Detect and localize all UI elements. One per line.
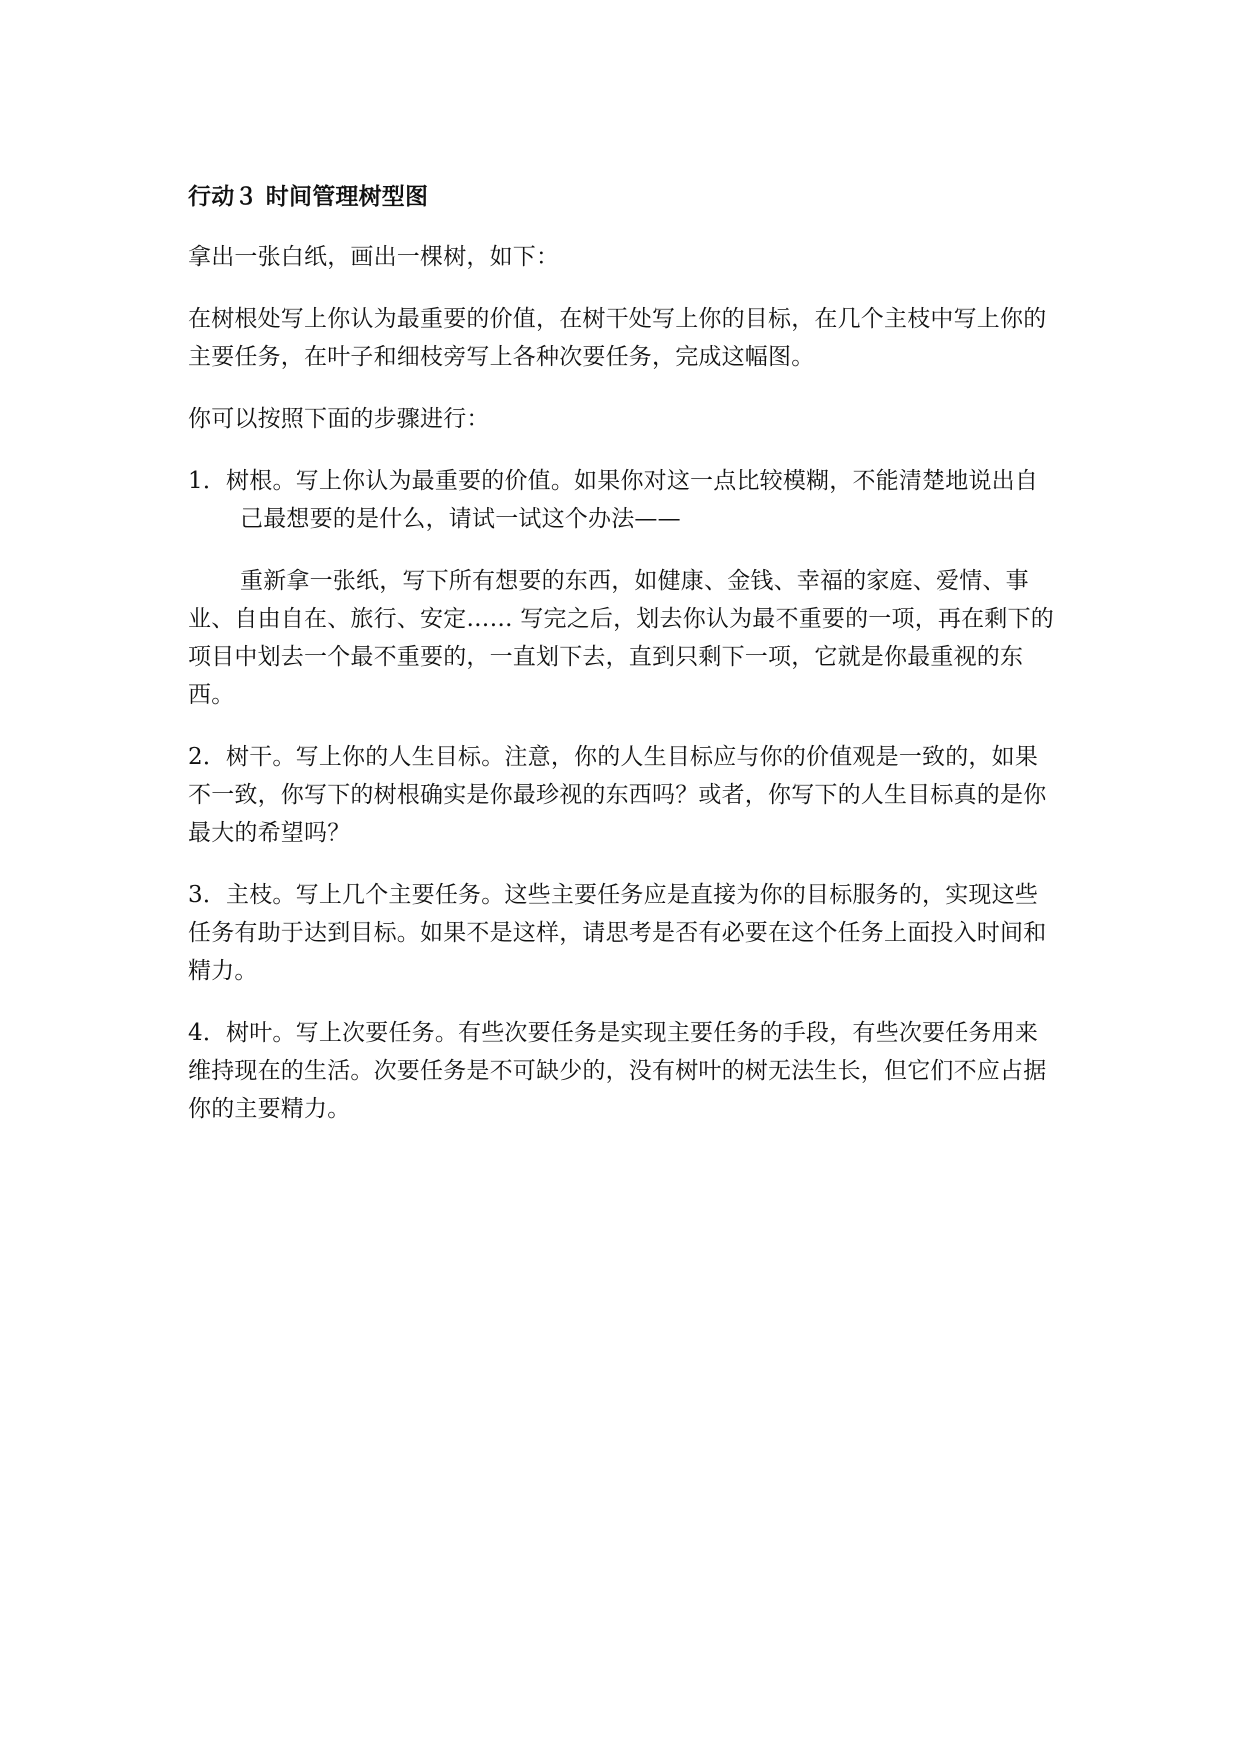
step-1-text: 树根。写上你认为最重要的价值。如果你对这一点比较模糊，不能清楚地说出自己最想要的是什么，请试一试这个办法—— [226,468,1039,532]
step-4-paragraph: 4．树叶。写上次要任务。有些次要任务是实现主要任务的手段，有些次要任务用来维持现在的生活。次要任务是不可缺少的，没有树叶的树无法生长，但它们不应占据你的主要精力。 [188,1020,1047,1122]
instruction-paragraph: 在树根处写上你认为最重要的价值，在树干处写上你的目标，在几个主枝中写上你的主要任务，在叶子和细枝旁写上各种次要任务，完成这幅图。 [188,306,1047,370]
document-body [188,178,1058,1152]
intro-paragraph: 拿出一张白纸，画出一棵树，如下： [188,244,560,270]
step-3-paragraph: 3．主枝。写上几个主要任务。这些主要任务应是直接为你的目标服务的，实现这些任务有助于达到目标。如果不是这样，请思考是否有必要在这个任务上面投入时间和精力。 [188,882,1047,984]
step-1-number: 1． [188,468,227,494]
steps-intro-paragraph: 你可以按照下面的步骤进行： [188,406,490,432]
page-title: 行动３ 时间管理树型图 [188,183,429,210]
step-1-detail-paragraph: 重新拿一张纸，写下所有想要的东西，如健康、金钱、幸福的家庭、爱情、事业、自由自在、旅行、安定…… 写完之后，划去你认为最不重要的一项，再在剩下的项目中划去一个最不重要的，一直划下去，直到只剩下一项，它就是你最重视的东西。 [188,568,1054,708]
step-2-paragraph: 2．树干。写上你的人生目标。注意，你的人生目标应与你的价值观是一致的，如果不一致，你写下的树根确实是你最珍视的东西吗？或者，你写下的人生目标真的是你最大的希望吗？ [188,744,1047,846]
step-1-item [188,462,1058,538]
